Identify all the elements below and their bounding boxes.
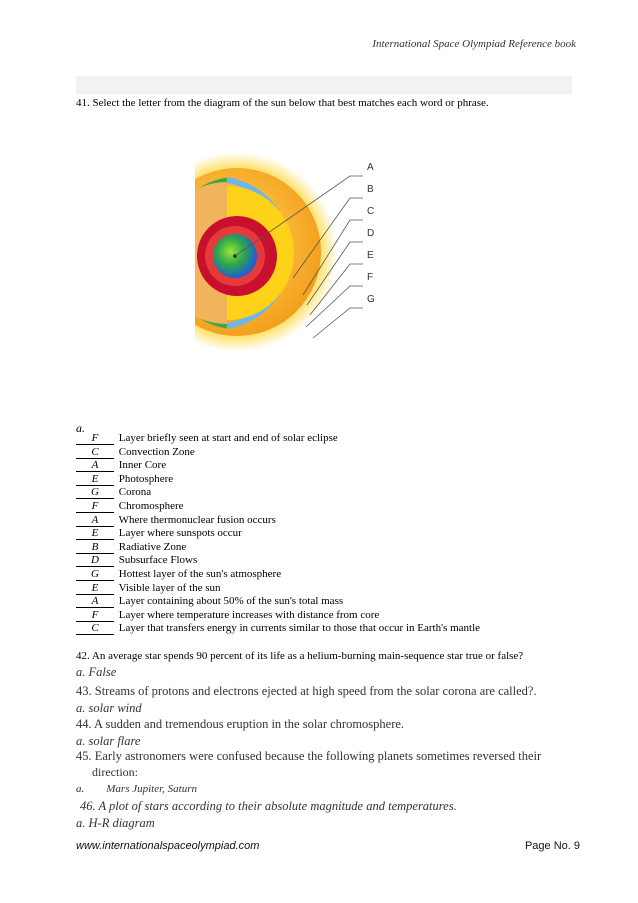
question-43: 43. Streams of protons and electrons ejected at high speed from the solar corona are called?. xyxy=(76,684,537,698)
question-42: 42. An average star spends 90 percent of its life as a helium-burning main-sequence star true or false? xyxy=(76,650,524,662)
answer-text: Photosphere xyxy=(118,472,174,485)
answer-letter: G xyxy=(76,487,114,499)
answer-text: Inner Core xyxy=(118,459,167,472)
list-item xyxy=(76,432,480,446)
list-item xyxy=(76,541,480,555)
list-item xyxy=(76,609,480,623)
answer-text: Layer briefly seen at start and end of solar eclipse xyxy=(118,432,338,444)
answer-text: Corona xyxy=(118,486,152,499)
label-d: D xyxy=(367,228,375,239)
footer-page-number: Page No. 9 xyxy=(524,840,580,852)
answer-text: Where thermonuclear fusion occurs xyxy=(118,513,276,526)
question-46: 46. A plot of stars according to their absolute magnitude and temperatures. xyxy=(80,799,457,813)
list-item xyxy=(76,473,480,487)
label-f: F xyxy=(367,272,374,283)
answer-text: Layer where temperature increases with distance from core xyxy=(118,608,380,621)
label-c: C xyxy=(367,206,375,217)
footer-website: www.internationalspaceolympiad.com xyxy=(76,840,260,852)
question-41: 41. Select the letter from the diagram of the sun below that best matches each word or phrase. xyxy=(76,97,489,109)
list-item xyxy=(76,582,480,596)
answer-letter: C xyxy=(76,447,114,459)
list-item xyxy=(76,446,480,460)
list-item xyxy=(76,554,480,568)
answer-text: Hottest layer of the sun's atmosphere xyxy=(118,567,282,580)
list-item xyxy=(76,486,480,500)
list-item xyxy=(76,514,480,528)
label-a: A xyxy=(367,162,374,173)
label-g: G xyxy=(367,294,375,305)
question-44: 44. A sudden and tremendous eruption in the solar chromosphere. xyxy=(76,717,405,731)
list-item xyxy=(76,622,480,636)
answer-letter: E xyxy=(76,583,114,595)
list-item xyxy=(76,459,480,473)
list-item xyxy=(76,595,480,609)
answer-letter: F xyxy=(76,433,114,445)
answer-45: a. Mars Jupiter, Saturn xyxy=(76,783,197,795)
answer-46: a. H-R diagram xyxy=(76,816,155,830)
answer-42: a. False xyxy=(76,665,117,679)
answer-text: Chromosphere xyxy=(118,499,184,512)
answer-letter: C xyxy=(76,623,114,635)
answer-letter: G xyxy=(76,569,114,581)
answer-list xyxy=(76,432,480,636)
answer-letter: E xyxy=(76,474,114,486)
answer-letter: E xyxy=(76,528,114,540)
answer-44: a. solar flare xyxy=(76,734,141,748)
list-item xyxy=(76,527,480,541)
label-e: E xyxy=(367,250,374,261)
answer-letter: A xyxy=(76,460,114,472)
answer-43: a. solar wind xyxy=(76,701,142,715)
answer-letter: D xyxy=(76,555,114,567)
question-45: 45. Early astronomers were confused because the following planets sometimes reversed their xyxy=(76,749,542,763)
answers-prefix: a. xyxy=(76,421,85,435)
sun-diagram xyxy=(195,150,405,380)
answer-text: Layer where sunspots occur xyxy=(118,527,242,540)
answer-letter: A xyxy=(76,596,114,608)
header-title: International Space Olympiad Reference book xyxy=(372,38,576,50)
answer-letter: F xyxy=(76,501,114,513)
answer-text: Visible layer of the sun xyxy=(118,581,221,594)
answer-text: Layer containing about 50% of the sun's total mass xyxy=(118,595,344,608)
answer-text: Radiative Zone xyxy=(118,540,187,553)
answer-letter: A xyxy=(76,515,114,527)
answer-text: Layer that transfers energy in currents similar to those that occur in Earth's mantle xyxy=(118,622,481,635)
list-item xyxy=(76,500,480,514)
question-45-cont: direction: xyxy=(92,765,138,779)
answer-letter: B xyxy=(76,542,114,554)
label-b: B xyxy=(367,184,374,195)
header-band xyxy=(76,76,572,94)
answer-text: Convection Zone xyxy=(118,445,195,458)
answer-text: Subsurface Flows xyxy=(118,554,198,567)
list-item xyxy=(76,568,480,582)
answer-letter: F xyxy=(76,610,114,622)
leader-g xyxy=(313,308,363,338)
